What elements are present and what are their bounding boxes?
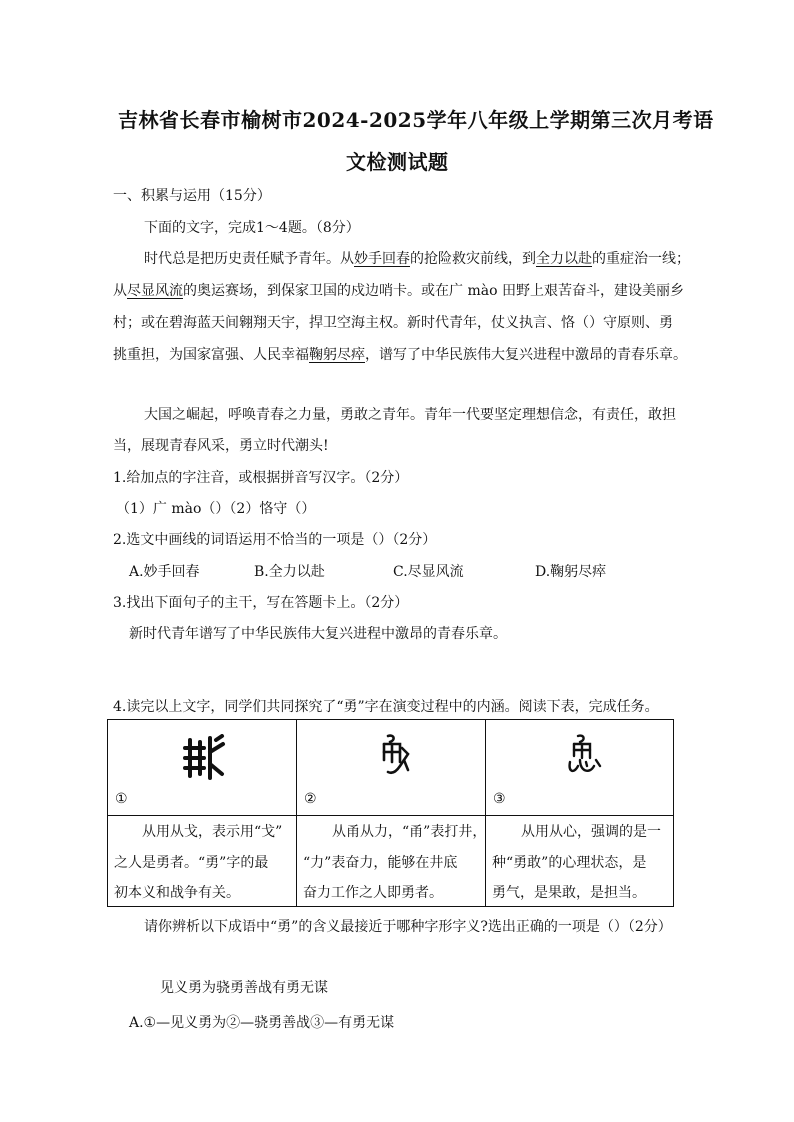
- text: 的奥运赛场，到保家卫国的戍边哨卡。或在广 mào 田野上艰苦奋斗，建设美丽乡: [183, 283, 684, 299]
- para1-line2: [113, 280, 684, 300]
- ancient-glyph-2-icon: [378, 732, 412, 780]
- glyph-3-desc-line2: 种“勇敢”的心理状态，是: [492, 855, 647, 871]
- glyph-2-desc-line2: “力”表奋力，能够在井底: [303, 855, 458, 871]
- ancient-glyph-3-icon: [566, 732, 602, 778]
- glyph-number-3: ③: [493, 791, 506, 807]
- glyph-1-desc-line3: 初本义和战争有关。: [114, 885, 240, 901]
- option-c: C.尽显风流: [393, 564, 464, 580]
- text: 挑重担，为国家富强、人民幸福: [113, 347, 309, 363]
- underlined-phrase: 尽显风流: [127, 283, 183, 299]
- text: 的抢险救灾前线，到: [410, 251, 536, 267]
- glyph-1-desc-line2: 之人是勇者。“勇”字的最: [114, 855, 269, 871]
- question-1-items: （1）广 mào（）（2）恪守（）: [116, 501, 316, 517]
- underlined-phrase: 妙手回春: [354, 251, 410, 267]
- para1-line4: [113, 344, 687, 364]
- question-3-sentence: 新时代青年谱写了中华民族伟大复兴进程中激昂的青春乐章。: [129, 626, 507, 642]
- column-divider: [485, 720, 486, 906]
- para2-line1: 大国之崛起，呼唤青春之力量，勇敢之青年。青年一代要坚定理想信念，有责任，敢担: [144, 407, 676, 423]
- column-divider: [296, 720, 297, 906]
- question-4-idioms: 见义勇为骁勇善战有勇无谋: [160, 980, 328, 996]
- text: 的重症治一线；: [592, 251, 690, 267]
- glyph-2-desc-line3: 奋力工作之人即勇者。: [303, 885, 443, 901]
- ancient-glyph-1-icon: [182, 734, 226, 782]
- glyph-2-desc-line1: 从甬从力，“甬”表打井，: [332, 824, 487, 840]
- para1-line1: [144, 248, 690, 268]
- glyph-1-desc-line1: 从用从戈，表示用“戈”: [142, 824, 283, 840]
- section-heading: 一、积累与运用（15分）: [113, 188, 271, 204]
- glyph-number-1: ①: [115, 791, 128, 807]
- glyph-3-desc-line1: 从用从心，强调的是一: [521, 824, 661, 840]
- option-a: A.妙手回春: [129, 564, 200, 580]
- glyph-number-2: ②: [304, 791, 317, 807]
- question-4-option-a: A.①—见义勇为②—骁勇善战③—有勇无谋: [129, 1015, 395, 1031]
- text: 时代总是把历史责任赋予青年。从: [144, 251, 354, 267]
- question-4-stem: 4.读完以上文字，同学们共同探究了“勇”字在演变过程中的内涵。阅读下表，完成任务。: [113, 699, 659, 715]
- option-b: B.全力以赴: [254, 564, 325, 580]
- underlined-phrase: 全力以赴: [536, 251, 592, 267]
- question-1-stem: 1.给加点的字注音，或根据拼音写汉字。（2分）: [113, 470, 409, 486]
- para2-line2: 当，展现青春风采，勇立时代潮头!: [113, 438, 329, 454]
- page-title-line2: 文检测试题: [346, 150, 449, 174]
- glyph-3-desc-line3: 勇气，是果敢，是担当。: [492, 885, 646, 901]
- option-d: D.鞠躬尽瘁: [535, 564, 607, 580]
- page-title-line1: 吉林省长春市榆树市2024-2025学年八年级上学期第三次月考语: [118, 108, 714, 132]
- para1-line3: 村；或在碧海蓝天间翱翔天宇，捍卫空海主权。新时代青年，仗义执言、恪（）守原则、勇: [113, 315, 673, 331]
- glyph-evolution-table: [107, 719, 674, 907]
- text: ，谱写了中华民族伟大复兴进程中激昂的青春乐章。: [365, 347, 687, 363]
- text: 从: [113, 283, 127, 299]
- underlined-phrase: 鞠躬尽瘁: [309, 347, 365, 363]
- question-3-stem: 3.找出下面句子的主干，写在答题卡上。（2分）: [113, 595, 409, 611]
- question-4-task: 请你辨析以下成语中“勇”的含义最接近于哪种字形字义?选出正确的一项是（）（2分）: [144, 919, 672, 935]
- question-2-stem: 2.选文中画线的词语运用不恰当的一项是（）（2分）: [113, 532, 437, 548]
- section-intro: 下面的文字，完成1～4题。（8分）: [144, 220, 360, 236]
